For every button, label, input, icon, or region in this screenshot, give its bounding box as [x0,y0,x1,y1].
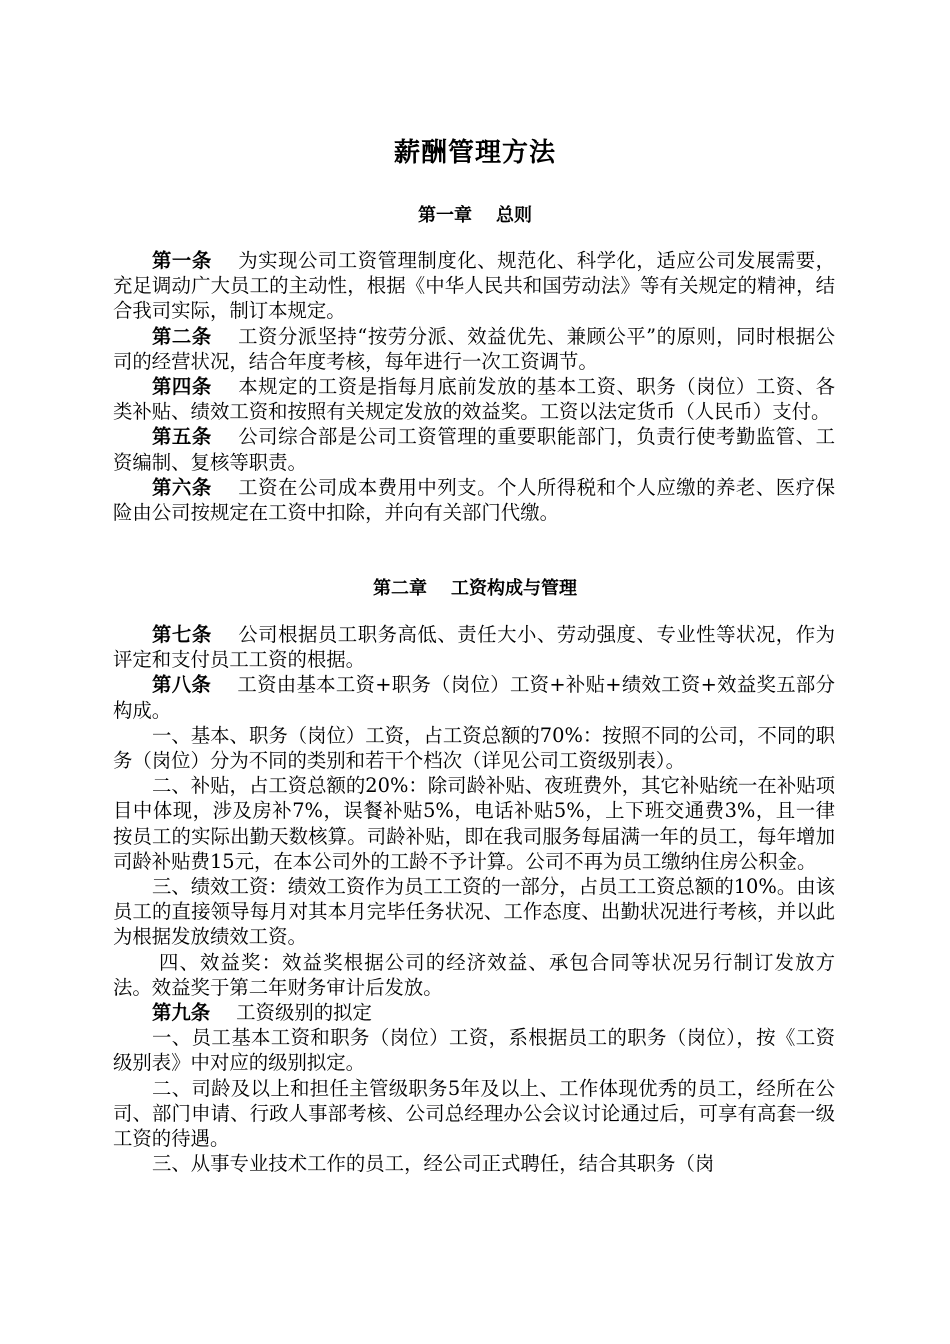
article-label: 第七条 [152,623,212,646]
article-9-item-2: 二、司龄及以上和担任主管级职务5年及以上、工作体现优秀的员工，经所在公司、部门申请、行政人事部考核、公司总经理办公会议讨论通过后，可享有高套一级工资的待遇。 [113,1076,835,1151]
article-text: 为实现公司工资管理制度化、规范化、科学化，适应公司发展需要，充足调动广大员工的主动性，根据《中华人民共和国劳动法》等有关规定的精神，结合我司实际，制订本规定。 [113,249,836,323]
article-text: 工资由基本工资+职务（岗位）工资+补贴+绩效工资+效益奖五部分构成。 [113,673,836,722]
article-9 [113,1000,835,1025]
article-text: 工资分派坚持“按劳分派、效益优先、兼顾公平”的原则，同时根据公司的经营状况，结合年度考核，每年进行一次工资调节。 [113,324,836,373]
article-text: 工资在公司成本费用中列支。个人所得税和个人应缴的养老、医疗保险由公司按规定在工资中扣除，并向有关部门代缴。 [113,475,836,525]
article-text: 公司综合部是公司工资管理的重要职能部门，负责行使考勤监管、工资编制、复核等职责。 [113,425,836,474]
document-title: 薪酬管理方法 [393,138,556,168]
article-label: 第四条 [152,375,212,399]
article-8-item-2: 二、补贴，占工资总额的20%：除司龄补贴、夜班费外，其它补贴统一在补贴项目中体现，涉及房补7%，误餐补贴5%，电话补贴5%，上下班交通费3%，且一律按员工的实际出勤天数核算。司龄补贴，即在我司服务每届满一年的员工，每年增加司龄补贴费15元，在本公司外的工龄不予计算。公司不再为员工缴纳住房公积金。 [113,774,835,873]
article-8 [113,672,835,722]
chapter-name: 总则 [496,205,532,226]
article-8-item-3: 三、绩效工资：绩效工资作为员工工资的一部分，占员工工资总额的10%。由该员工的直接领导每月对其本月完毕任务状况、工作态度、出勤状况进行考核，并以此为根据发放绩效工资。 [113,875,835,949]
article-text: 公司根据员工职务高低、责任大小、劳动强度、专业性等状况，作为评定和支付员工工资的根据。 [113,623,836,672]
chapter-1-body [113,248,835,525]
article-8-item-4: 四、效益奖：效益奖根据公司的经济效益、承包合同等状况另行制订发放方法。效益奖于第二年财务审计后发放。 [113,950,835,999]
article-label: 第九条 [152,1001,211,1025]
article-label: 第五条 [152,425,212,449]
article-9-item-1: 一、员工基本工资和职务（岗位）工资，系根据员工的职务（岗位），按《工资级别表》中对应的级别拟定。 [113,1026,835,1075]
article-9-item-3: 三、从事专业技术工作的员工，经公司正式聘任，结合其职务（岗 [152,1152,715,1176]
article-4 [113,374,835,424]
article-label: 第八条 [152,673,212,697]
article-7 [113,622,835,672]
article-label: 第二条 [152,324,212,348]
chapter-number: 第一章 [418,205,472,226]
article-text: 工资级别的拟定 [236,1001,372,1025]
article-label: 第一条 [152,249,212,272]
article-text: 本规定的工资是指每月底前发放的基本工资、职务（岗位）工资、各类补贴、绩效工资和按照有关规定发放的效益奖。工资以法定货币（人民币）支付。 [113,375,836,424]
article-8-item-1: 一、基本、职务（岗位）工资，占工资总额的70%：按照不同的公司，不同的职务（岗位）分为不同的类别和若干个档次（详见公司工资级别表）。 [113,723,835,773]
article-2 [113,324,835,374]
article-label: 第六条 [152,475,212,499]
chapter-name: 工资构成与管理 [451,578,577,599]
chapter-number: 第二章 [373,578,427,599]
chapter-2-body [113,622,835,1176]
article-6 [113,475,835,525]
chapter-heading-1 [0,201,950,227]
article-5 [113,424,835,474]
article-1 [113,248,835,324]
chapter-heading-2 [0,574,950,600]
